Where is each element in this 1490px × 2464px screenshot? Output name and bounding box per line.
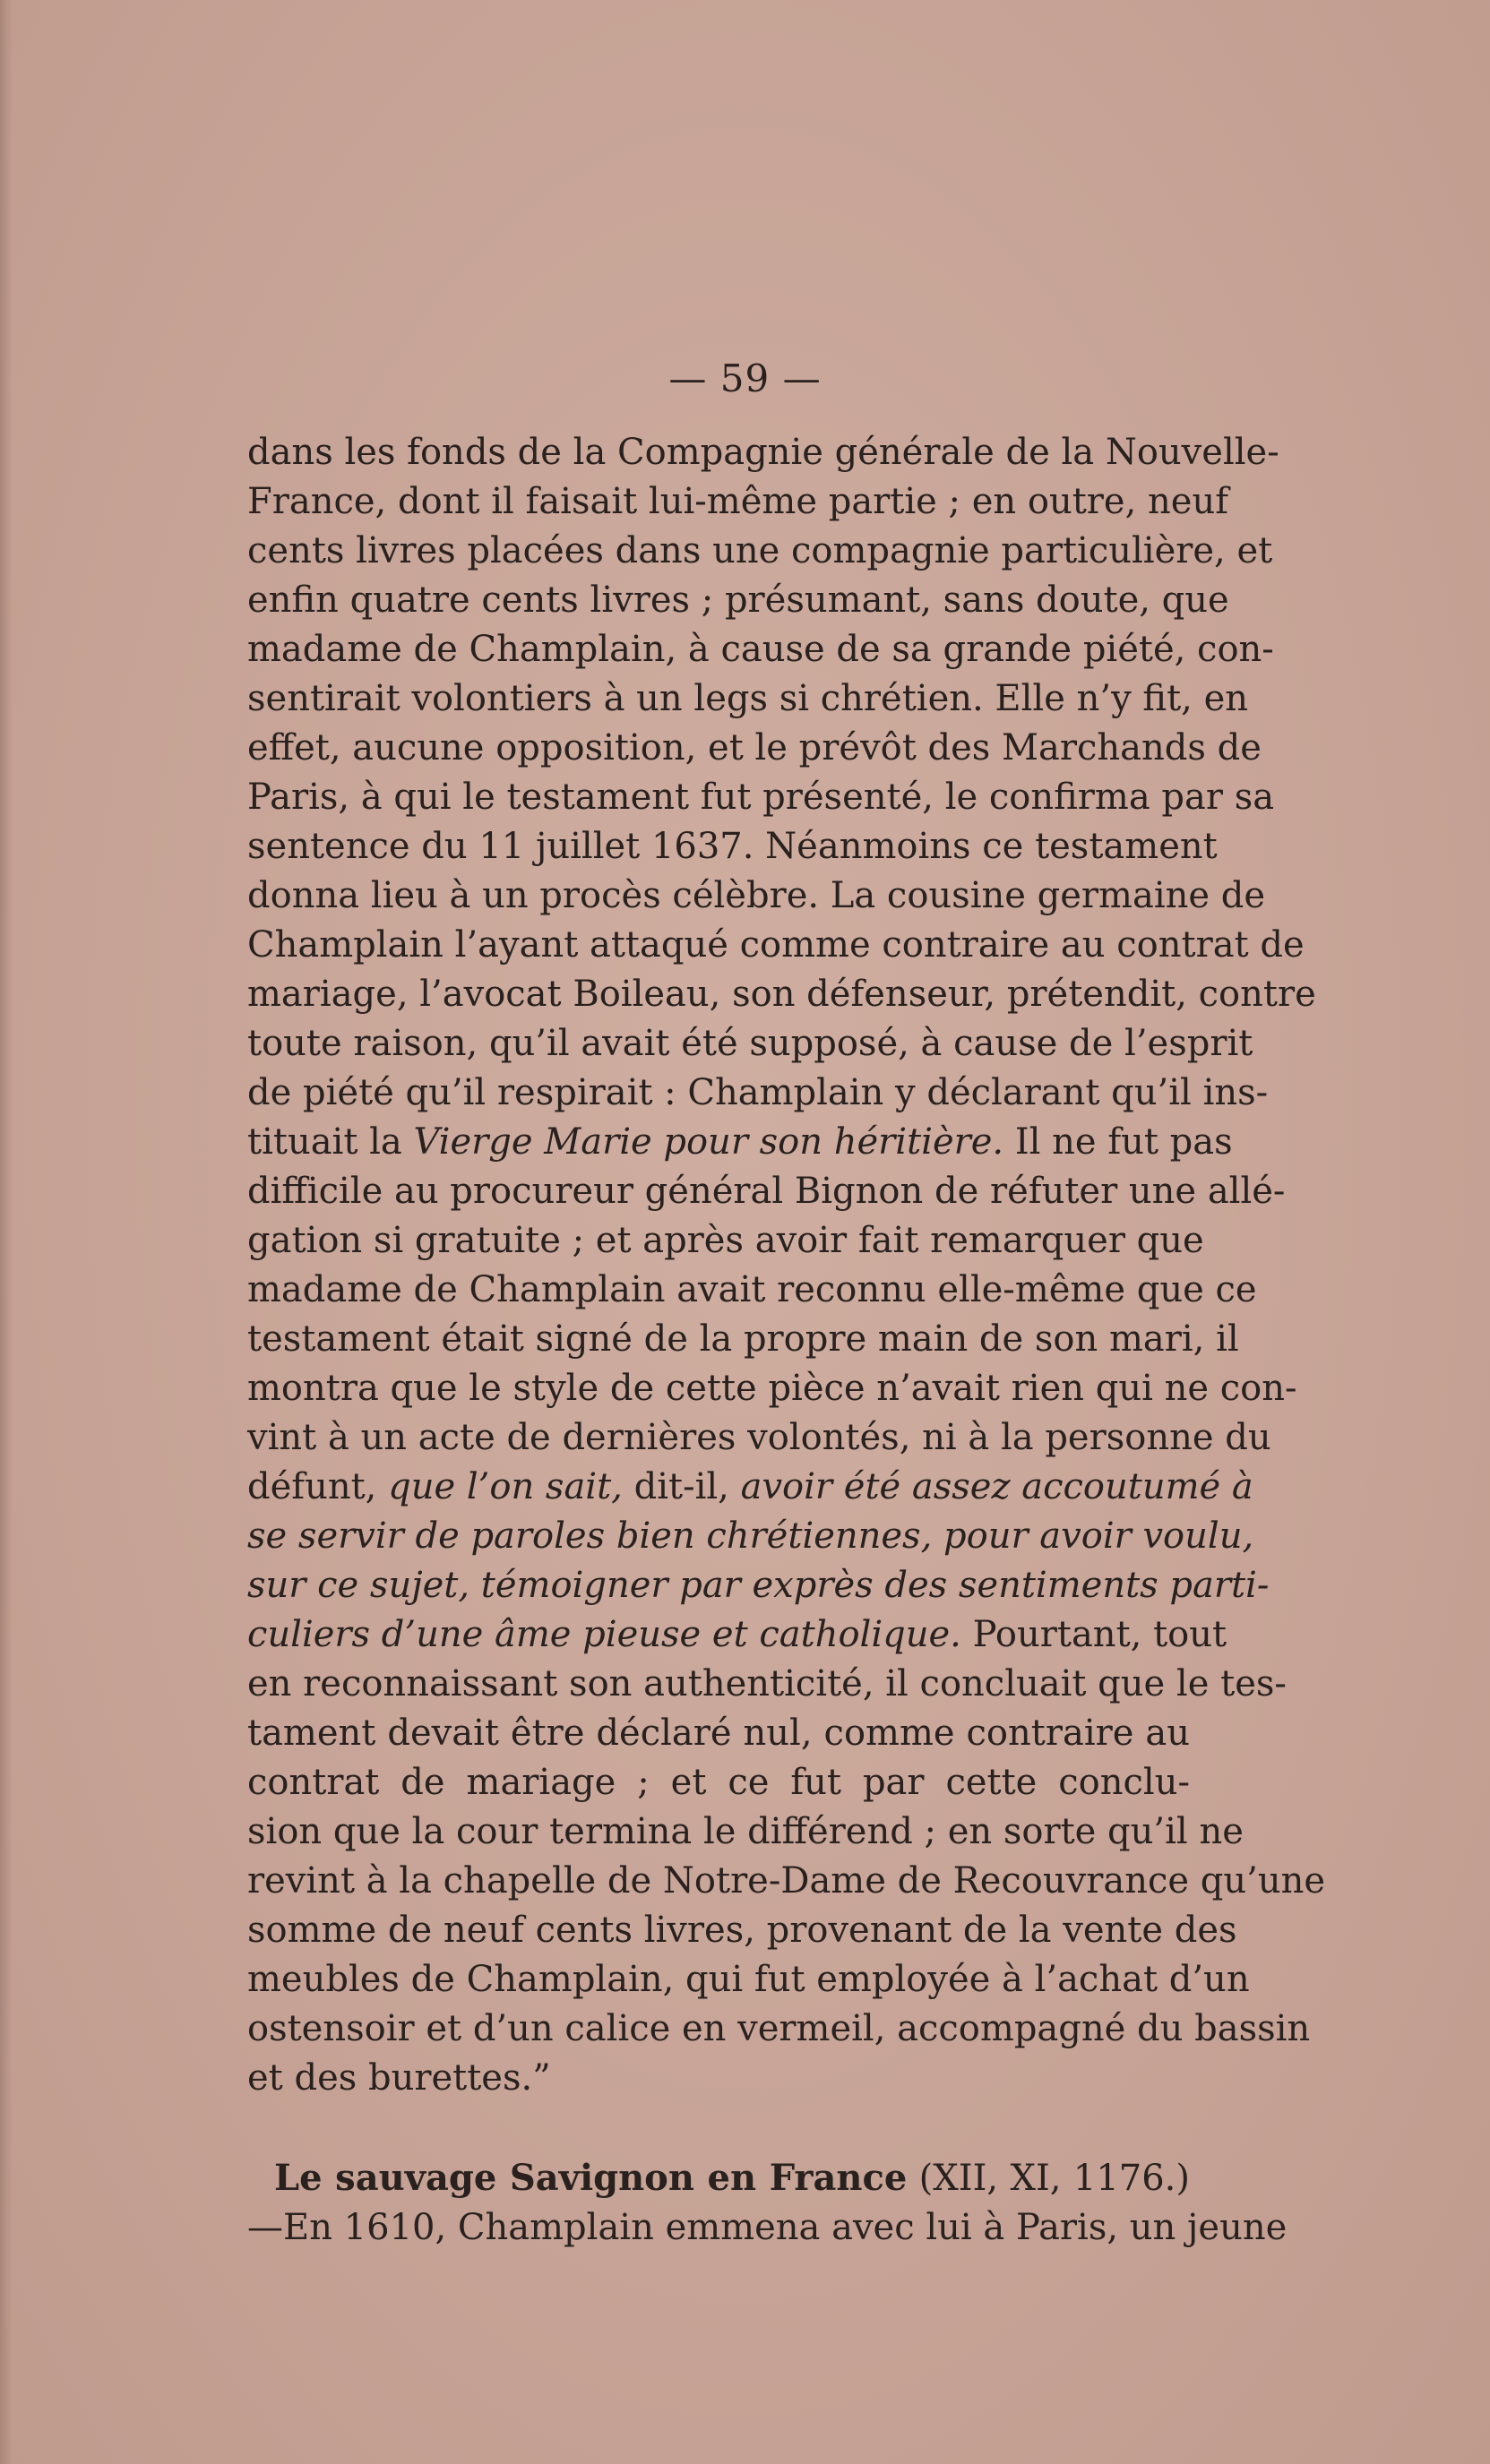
text-line: mariage, l’avocat Boileau, son défenseur, prétendit, contre [247,974,1316,1015]
text-line: testament était signé de la propre main de son mari, il [247,1318,1239,1360]
text-line: toute raison, qu’il avait été supposé, à cause de l’esprit [247,1023,1253,1064]
text-line: sur ce sujet, témoigner par exprès des sentiments parti- [247,1565,1270,1606]
text-line: sion que la cour termina le différend ; en sorte qu’il ne [247,1811,1244,1852]
text-line: sentirait volontiers à un legs si chrétien. Elle n’y fit, en [247,678,1249,719]
section-paragraph [247,2153,1288,2253]
text-line: effet, aucune opposition, et le prévôt des Marchands de [247,727,1262,768]
text-line: se servir de paroles bien chrétiennes, pour avoir voulu, [247,1515,1254,1557]
text-span: dit-il, [622,1466,741,1507]
text-line: vint à un acte de dernières volontés, ni à la personne du [247,1417,1271,1458]
text-line: France, dont il faisait lui-même partie ; en outre, neuf [247,481,1229,522]
text-line: tament devait être déclaré nul, comme contraire au [247,1713,1190,1754]
text-line: enfin quatre cents livres ; présumant, sans doute, que [247,580,1229,621]
text-line: somme de neuf cents livres, provenant de la vente des [247,1910,1237,1951]
text-line: en reconnaissant son authenticité, il concluait que le tes- [247,1663,1287,1704]
text-line: gation si gratuite ; et après avoir fait remarquer que [247,1220,1204,1261]
text-span: Il ne fut pas [1003,1121,1233,1163]
text-line: —En 1610, Champlain emmena avec lui à Paris, un jeune [247,2207,1288,2248]
text-line: meubles de Champlain, qui fut employée à l’achat d’un [247,1959,1250,2000]
text-line: donna lieu à un procès célèbre. La cousine germaine de [247,875,1266,916]
text-line: Champlain l’ayant attaqué comme contraire au contrat de [247,924,1305,966]
section-reference: (XII, XI, 1176.) [907,2158,1190,2199]
text-line: dans les fonds de la Compagnie générale de la Nouvelle- [247,432,1279,473]
text-line: et des burettes.” [247,2057,551,2099]
text-line: difficile au procureur général Bignon de réfuter une allé- [247,1171,1286,1212]
text-line [247,1118,1233,1167]
text-span: défunt, [247,1466,389,1507]
italic-span: que l’on sait, [388,1466,623,1507]
section-heading: Le sauvage Savignon en France [274,2157,908,2199]
page-number: — 59 — [668,356,822,400]
text-line [247,1463,1253,1512]
text-line: contrat de mariage ; et ce fut par cette conclu- [247,1762,1190,1803]
text-line: sentence du 11 juillet 1637. Néanmoins ce testament [247,826,1218,867]
text-line: revint à la chapelle de Notre-Dame de Recouvrance qu’une [247,1860,1326,1902]
section-first-line [247,2153,1190,2203]
italic-span: Vierge Marie pour son héritière. [413,1121,1004,1163]
text-line: Paris, à qui le testament fut présenté, le confirma par sa [247,777,1275,818]
text-line: montra que le style de cette pièce n’avait rien qui ne con- [247,1368,1297,1409]
paragraph [247,428,1326,2103]
text-span: Pourtant, tout [960,1614,1227,1655]
italic-span: avoir été assez accoutumé à [740,1466,1253,1507]
text-line: madame de Champlain, à cause de sa grande piété, con- [247,629,1274,670]
text-line [247,1610,1227,1660]
text-line: de piété qu’il respirait : Champlain y déclarant qu’il ins- [247,1072,1269,1113]
text-line: cents livres placées dans une compagnie particulière, et [247,530,1273,571]
italic-span: culiers d’une âme pieuse et catholique. [247,1614,961,1655]
text-line: madame de Champlain avait reconnu elle-même que ce [247,1269,1257,1310]
text-span: tituait la [247,1121,414,1163]
body-text [247,428,1326,2253]
text-line: ostensoir et d’un calice en vermeil, accompagné du bassin [247,2008,1311,2049]
